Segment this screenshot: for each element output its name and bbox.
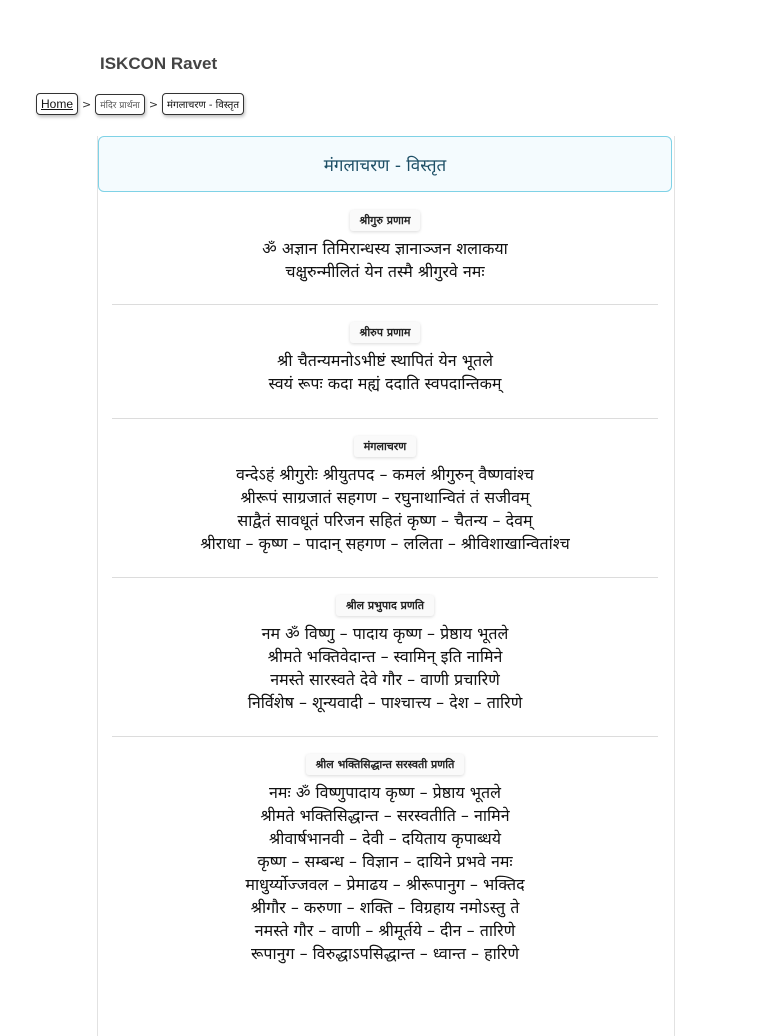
verse-line: नम ॐ विष्णु – पादाय कृष्ण – प्रेष्ठाय भूतले — [261, 624, 509, 643]
verse-line: साद्वैतं सावधूतं परिजन सहितं कृष्ण – चैतन्य – देवम् — [237, 511, 533, 530]
section-bhaktisiddhanta-pranati — [112, 738, 658, 998]
verse-line: नमस्ते गौर – वाणी – श्रीमूर्तये – दीन – तारिणे — [254, 921, 516, 940]
breadcrumb-separator: > — [82, 97, 92, 111]
site-title[interactable]: ISKCON Ravet — [100, 54, 218, 73]
card-title: मंगलाचरण - विस्तृत — [98, 136, 672, 192]
section-mangalacharan — [112, 420, 658, 578]
breadcrumb — [36, 93, 244, 115]
verse — [112, 781, 658, 965]
verse-line: श्रीवार्षभानवी – देवी – दयिताय कृपाब्धये — [268, 829, 502, 848]
section-rupa-pranam — [112, 306, 658, 419]
verse — [112, 349, 658, 395]
breadcrumb-current: मंगलाचरण - विस्तृत — [162, 93, 244, 115]
top-bar — [0, 0, 768, 90]
verse-line: निर्विशेष – शून्यवादी – पाश्चात्त्य – देश – तारिणे — [247, 693, 523, 712]
verse-line: माधुर्य्योज्जवल – प्रेमाढय – श्रीरूपानुग – भक्तिद — [245, 875, 525, 894]
section-prabhupada-pranati — [112, 579, 658, 737]
verse — [112, 463, 658, 555]
prayer-card — [97, 136, 675, 1036]
section-title: मंगलाचरण — [354, 436, 417, 457]
verse-line: स्वयं रूपः कदा मह्यं ददाति स्वपदान्तिकम् — [268, 374, 502, 393]
section-title: श्रीरुप प्रणाम — [350, 322, 421, 343]
verse-line: श्री चैतन्यमनोऽभीष्टं स्थापितं येन भूतले — [277, 351, 493, 370]
verse-line: श्रीगौर – करुणा – शक्ति – विग्रहाय नमोऽस्तु ते — [250, 898, 520, 917]
verse-line: श्रीमते भक्तिसिद्धान्त – सरस्वतीति – नामिने — [260, 806, 510, 825]
verse-line: कृष्ण – सम्बन्ध – विज्ञान – दायिने प्रभवे नमः — [257, 852, 513, 871]
section-title: श्रील प्रभुपाद प्रणति — [336, 595, 434, 616]
verse-line: श्रीरूपं साग्रजातं सहगण – रघुनाथान्वितं तं सजीवम् — [240, 488, 530, 507]
verse-line: नमः ॐ विष्णुपादाय कृष्ण – प्रेष्ठाय भूतले — [269, 783, 501, 802]
verse-line: नमस्ते सारस्वते देवे गौर – वाणी प्रचारिणे — [270, 670, 500, 689]
section-title: श्रील भक्तिसिद्धान्त सरस्वती प्रणति — [306, 754, 465, 775]
section-title: श्रीगुरु प्रणाम — [350, 210, 421, 231]
breadcrumb-home[interactable]: Home — [36, 93, 78, 115]
verse-line: वन्देऽहं श्रीगुरोः श्रीयुतपद – कमलं श्रीगुरुन् वैष्णवांश्च — [236, 465, 534, 484]
breadcrumb-parent[interactable]: मंदिर प्रार्थना — [95, 94, 145, 115]
verse — [112, 622, 658, 714]
verse-line: श्रीमते भक्तिवेदान्त – स्वामिन् इति नामिने — [267, 647, 503, 666]
breadcrumb-separator: > — [148, 97, 159, 111]
verse-line: चक्षुरुन्मीलितं येन तस्मै श्रीगुरवे नमः — [285, 262, 485, 281]
verse-line: ॐ अज्ञान तिमिरान्धस्य ज्ञानाञ्जन शलाकया — [262, 239, 508, 258]
verse — [112, 237, 658, 283]
verse-line: श्रीराधा – कृष्ण – पादान् सहगण – ललिता – श्रीविशाखान्वितांश्च — [200, 534, 570, 553]
section-guru-pranam — [112, 194, 658, 305]
verse-line: रूपानुग – विरुद्धाऽपसिद्धान्त – ध्वान्त – हारिणे — [250, 944, 520, 963]
